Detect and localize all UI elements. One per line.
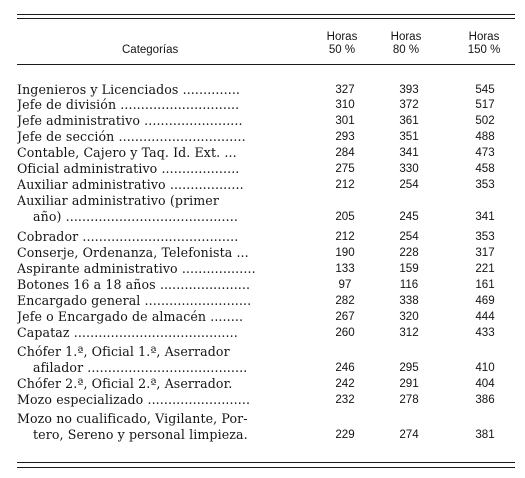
row-category-label: Cobrador ...................................... xyxy=(17,229,239,244)
row-category-label: Oficial administrativo ................... xyxy=(17,161,240,176)
value-80-percent: 278 xyxy=(399,393,419,406)
header-col-150-line1: Horas xyxy=(468,31,500,43)
value-80-percent: 393 xyxy=(399,83,419,96)
header-col-80-line2: 80 % xyxy=(392,44,420,56)
value-150-percent: 517 xyxy=(475,98,495,111)
row-category-label: Jefe administrativo ........................ xyxy=(17,113,243,128)
value-80-percent: 351 xyxy=(399,130,419,143)
row-category-label: Chófer 2.ª, Oficial 2.ª, Aserrador. xyxy=(17,376,233,391)
value-150-percent: 161 xyxy=(475,278,495,291)
value-50-percent: 284 xyxy=(335,146,355,159)
table-row xyxy=(17,411,515,426)
table-row xyxy=(17,360,515,375)
header-col-150 xyxy=(456,31,512,57)
value-80-percent: 291 xyxy=(399,377,419,390)
value-80-percent: 295 xyxy=(399,361,419,374)
value-80-percent: 245 xyxy=(399,210,419,223)
value-150-percent: 488 xyxy=(475,130,495,143)
table-row xyxy=(17,309,515,324)
value-150-percent: 473 xyxy=(475,146,495,159)
value-80-percent: 254 xyxy=(399,230,419,243)
value-80-percent: 312 xyxy=(399,326,419,339)
table-row xyxy=(17,376,515,391)
row-category-label: Mozo especializado ......................... xyxy=(17,392,251,407)
value-50-percent: 293 xyxy=(335,130,355,143)
table-row xyxy=(17,145,515,160)
value-150-percent: 386 xyxy=(475,393,495,406)
value-50-percent: 301 xyxy=(335,114,355,127)
value-150-percent: 317 xyxy=(475,246,495,259)
row-category-label: Jefe o Encargado de almacén ........ xyxy=(17,309,244,324)
header-rule xyxy=(17,64,515,65)
value-50-percent: 310 xyxy=(335,98,355,111)
row-category-label: afilador ....................................... xyxy=(33,360,248,375)
value-150-percent: 469 xyxy=(475,294,495,307)
table-row xyxy=(17,229,515,244)
value-150-percent: 433 xyxy=(475,326,495,339)
row-category-label: Auxiliar administrativo (primer xyxy=(17,193,219,208)
table-row xyxy=(17,344,515,359)
value-150-percent: 353 xyxy=(475,178,495,191)
value-80-percent: 254 xyxy=(399,178,419,191)
row-category-label: Aspirante administrativo .................. xyxy=(17,261,256,276)
table-row xyxy=(17,427,515,442)
top-rule-lower xyxy=(17,18,515,19)
value-50-percent: 260 xyxy=(335,326,355,339)
table-row xyxy=(17,392,515,407)
value-50-percent: 229 xyxy=(335,428,355,441)
header-col-150-line2: 150 % xyxy=(467,44,501,56)
row-category-label: Capataz ........................................ xyxy=(17,325,238,340)
row-category-label: Chófer 1.ª, Oficial 1.ª, Aserrador xyxy=(17,344,230,359)
value-150-percent: 410 xyxy=(475,361,495,374)
header-col-50-line1: Horas xyxy=(326,31,358,43)
value-50-percent: 190 xyxy=(335,246,355,259)
value-50-percent: 327 xyxy=(335,83,355,96)
value-150-percent: 545 xyxy=(475,83,495,96)
row-category-label: Encargado general .......................... xyxy=(17,293,252,308)
value-80-percent: 116 xyxy=(399,278,419,291)
table-row xyxy=(17,325,515,340)
value-80-percent: 372 xyxy=(399,98,419,111)
row-category-label: Auxiliar administrativo .................. xyxy=(17,177,244,192)
table-row xyxy=(17,277,515,292)
header-col-50-line2: 50 % xyxy=(328,44,356,56)
row-category-label: año) .......................................... xyxy=(33,209,238,224)
table-row xyxy=(17,129,515,144)
row-category-label: Mozo no cualificado, Vigilante, Por- xyxy=(17,411,248,426)
value-50-percent: 275 xyxy=(335,162,355,175)
header-categories: Categorías xyxy=(122,44,179,56)
value-80-percent: 228 xyxy=(399,246,419,259)
value-50-percent: 212 xyxy=(335,178,355,191)
value-50-percent: 282 xyxy=(335,294,355,307)
header-col-80-line1: Horas xyxy=(390,31,422,43)
table-row xyxy=(17,245,515,260)
value-150-percent: 502 xyxy=(475,114,495,127)
value-150-percent: 341 xyxy=(475,210,495,223)
value-150-percent: 221 xyxy=(475,262,495,275)
row-category-label: Botones 16 a 18 años ...................... xyxy=(17,277,251,292)
row-category-label: Jefe de división ............................. xyxy=(17,97,240,112)
value-50-percent: 205 xyxy=(335,210,355,223)
value-150-percent: 404 xyxy=(475,377,495,390)
bottom-rule-lower xyxy=(17,467,515,468)
header-col-80 xyxy=(378,31,434,57)
table-row xyxy=(17,97,515,112)
top-rule-upper xyxy=(17,14,515,15)
value-80-percent: 274 xyxy=(399,428,419,441)
value-50-percent: 133 xyxy=(335,262,355,275)
value-150-percent: 353 xyxy=(475,230,495,243)
value-50-percent: 267 xyxy=(335,310,355,323)
value-50-percent: 212 xyxy=(335,230,355,243)
row-category-label: Contable, Cajero y Taq. Id. Ext. ... xyxy=(17,145,237,160)
value-80-percent: 320 xyxy=(399,310,419,323)
value-50-percent: 232 xyxy=(335,393,355,406)
row-category-label: Conserje, Ordenanza, Telefonista ... xyxy=(17,245,249,260)
table-row xyxy=(17,177,515,192)
value-50-percent: 246 xyxy=(335,361,355,374)
row-category-label: tero, Sereno y personal limpieza. xyxy=(33,427,248,442)
value-150-percent: 444 xyxy=(475,310,495,323)
table-row xyxy=(17,293,515,308)
table-row xyxy=(17,161,515,176)
header-col-50 xyxy=(314,31,370,57)
table-row xyxy=(17,209,515,224)
value-80-percent: 159 xyxy=(399,262,419,275)
value-80-percent: 341 xyxy=(399,146,419,159)
bottom-rule-upper xyxy=(17,462,515,463)
row-category-label: Ingenieros y Licenciados .............. xyxy=(17,82,241,97)
table-row xyxy=(17,193,515,208)
value-150-percent: 458 xyxy=(475,162,495,175)
table-row xyxy=(17,261,515,276)
value-80-percent: 338 xyxy=(399,294,419,307)
table-row xyxy=(17,82,515,97)
table-row xyxy=(17,113,515,128)
value-50-percent: 97 xyxy=(338,278,352,291)
value-50-percent: 242 xyxy=(335,377,355,390)
value-150-percent: 381 xyxy=(475,428,495,441)
value-80-percent: 361 xyxy=(399,114,419,127)
value-80-percent: 330 xyxy=(399,162,419,175)
row-category-label: Jefe de sección ............................... xyxy=(17,129,246,144)
